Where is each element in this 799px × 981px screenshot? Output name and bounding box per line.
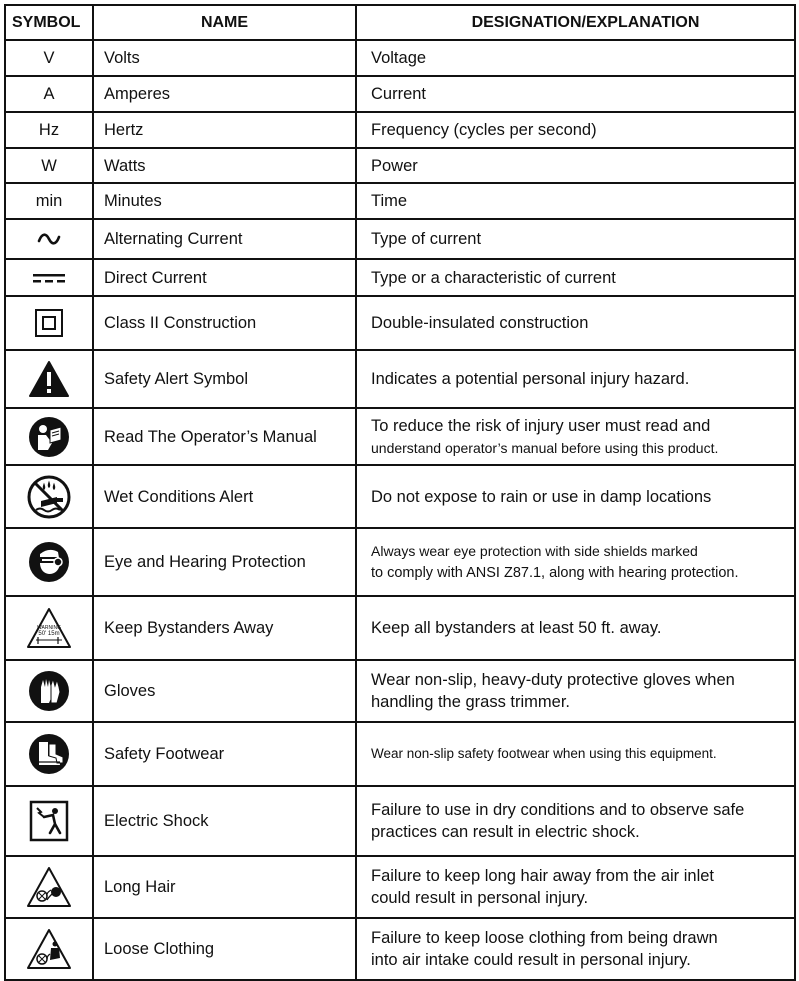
loose-clothing-icon	[26, 928, 72, 970]
name-cell: Long Hair	[93, 856, 356, 918]
symbol-cell: A	[5, 76, 93, 112]
svg-text:50' 15m: 50' 15m	[38, 631, 60, 637]
designation-line: handling the grass trimmer.	[371, 693, 571, 711]
designation-cell	[356, 148, 795, 183]
table-row	[5, 183, 795, 219]
designation-line: Failure to keep loose clothing from being drawn	[371, 929, 718, 947]
safety-alert-icon	[28, 360, 70, 398]
table-row	[5, 350, 795, 408]
designation-cell	[356, 918, 795, 980]
designation-line: into air intake could result in personal injury.	[371, 951, 691, 969]
symbol-cell: W	[5, 148, 93, 183]
symbol-cell: Hz	[5, 112, 93, 148]
class-ii-construction-icon	[34, 308, 64, 338]
gloves-icon	[27, 669, 71, 713]
table-row	[5, 660, 795, 722]
designation-line: Type of current	[371, 230, 482, 248]
name-cell: Direct Current	[93, 259, 356, 296]
designation-cell	[356, 350, 795, 408]
designation-cell	[356, 259, 795, 296]
symbols-table	[4, 4, 796, 981]
header-name: NAME	[93, 5, 356, 40]
symbol-cell: V	[5, 40, 93, 76]
designation-line: To reduce the risk of injury user must read and	[371, 416, 711, 435]
designation-cell	[356, 786, 795, 856]
designation-line: Failure to keep long hair away from the air inlet	[371, 867, 715, 885]
name-cell: Electric Shock	[93, 786, 356, 856]
designation-cell	[356, 660, 795, 722]
alternating-current-icon	[37, 232, 61, 246]
designation-cell	[356, 76, 795, 112]
name-cell: Amperes	[93, 76, 356, 112]
symbol-cell	[5, 528, 93, 596]
symbol-cell	[5, 408, 93, 465]
designation-line: Current	[371, 85, 427, 103]
designation-line: to comply with ANSI Z87.1, along with hearing protection.	[371, 565, 739, 581]
designation-line: understand operator’s manual before using this product.	[371, 439, 719, 456]
designation-line: practices can result in electric shock.	[371, 823, 640, 841]
table-row	[5, 786, 795, 856]
symbol-cell	[5, 722, 93, 786]
name-cell: Read The Operator’s Manual	[93, 408, 356, 465]
table-row	[5, 408, 795, 465]
designation-cell	[356, 722, 795, 786]
name-cell: Safety Footwear	[93, 722, 356, 786]
name-cell: Wet Conditions Alert	[93, 465, 356, 528]
designation-line: Always wear eye protection with side shields marked	[371, 543, 698, 559]
designation-line: Failure to use in dry conditions and to observe safe	[371, 801, 745, 819]
svg-text:WARNING: WARNING	[37, 625, 61, 631]
symbol-cell	[5, 259, 93, 296]
name-cell: Hertz	[93, 112, 356, 148]
designation-line: Type or a characteristic of current	[371, 268, 616, 287]
symbol-cell	[5, 219, 93, 259]
designation-line: Keep all bystanders at least 50 ft. away.	[371, 619, 662, 637]
electric-shock-icon	[29, 800, 69, 842]
name-cell: Safety Alert Symbol	[93, 350, 356, 408]
designation-line: Wear non-slip safety footwear when using this equipment.	[371, 746, 717, 761]
table-row	[5, 112, 795, 148]
name-cell: Keep Bystanders Away	[93, 596, 356, 660]
table-row	[5, 722, 795, 786]
designation-cell	[356, 596, 795, 660]
designation-cell	[356, 183, 795, 219]
designation-line: Do not expose to rain or use in damp locations	[371, 487, 712, 506]
designation-cell	[356, 528, 795, 596]
table-row	[5, 528, 795, 596]
long-hair-icon	[26, 866, 72, 908]
wet-conditions-icon	[27, 475, 71, 519]
table-row	[5, 596, 795, 660]
symbol-cell	[5, 596, 93, 660]
table-row	[5, 465, 795, 528]
header-designation: DESIGNATION/EXPLANATION	[356, 5, 795, 40]
designation-cell	[356, 465, 795, 528]
table-row	[5, 219, 795, 259]
designation-cell	[356, 408, 795, 465]
designation-cell	[356, 112, 795, 148]
designation-line: Voltage	[371, 49, 427, 67]
table-row	[5, 856, 795, 918]
designation-line: could result in personal injury.	[371, 889, 589, 907]
read-manual-icon	[28, 416, 70, 458]
table-row	[5, 148, 795, 183]
designation-cell	[356, 856, 795, 918]
name-cell: Watts	[93, 148, 356, 183]
symbol-cell: min	[5, 183, 93, 219]
symbol-cell	[5, 786, 93, 856]
symbol-cell	[5, 465, 93, 528]
name-cell: Gloves	[93, 660, 356, 722]
eye-hearing-protection-icon	[27, 540, 71, 584]
table-row	[5, 259, 795, 296]
name-cell: Alternating Current	[93, 219, 356, 259]
name-cell: Class II Construction	[93, 296, 356, 350]
name-cell: Eye and Hearing Protection	[93, 528, 356, 596]
name-cell: Volts	[93, 40, 356, 76]
safety-footwear-icon	[27, 732, 71, 776]
table-row	[5, 918, 795, 980]
header-symbol: SYMBOL	[5, 5, 93, 40]
header-row	[5, 5, 795, 40]
name-cell: Minutes	[93, 183, 356, 219]
table-row	[5, 296, 795, 350]
designation-line: Wear non-slip, heavy-duty protective gloves when	[371, 671, 735, 689]
designation-line: Frequency (cycles per second)	[371, 121, 597, 139]
designation-cell	[356, 40, 795, 76]
direct-current-icon	[32, 272, 66, 284]
symbol-cell	[5, 856, 93, 918]
table-row	[5, 40, 795, 76]
symbol-cell	[5, 296, 93, 350]
table-row	[5, 76, 795, 112]
symbol-cell	[5, 918, 93, 980]
designation-line: Double-insulated construction	[371, 314, 589, 332]
designation-line: Time	[371, 192, 408, 210]
symbol-cell	[5, 660, 93, 722]
designation-cell	[356, 296, 795, 350]
symbol-cell	[5, 350, 93, 408]
keep-bystanders-away-icon	[26, 607, 72, 649]
symbols-table-wrapper	[4, 4, 794, 981]
designation-line: Indicates a potential personal injury hazard.	[371, 370, 690, 388]
name-cell: Loose Clothing	[93, 918, 356, 980]
designation-cell	[356, 219, 795, 259]
designation-line: Power	[371, 156, 418, 175]
